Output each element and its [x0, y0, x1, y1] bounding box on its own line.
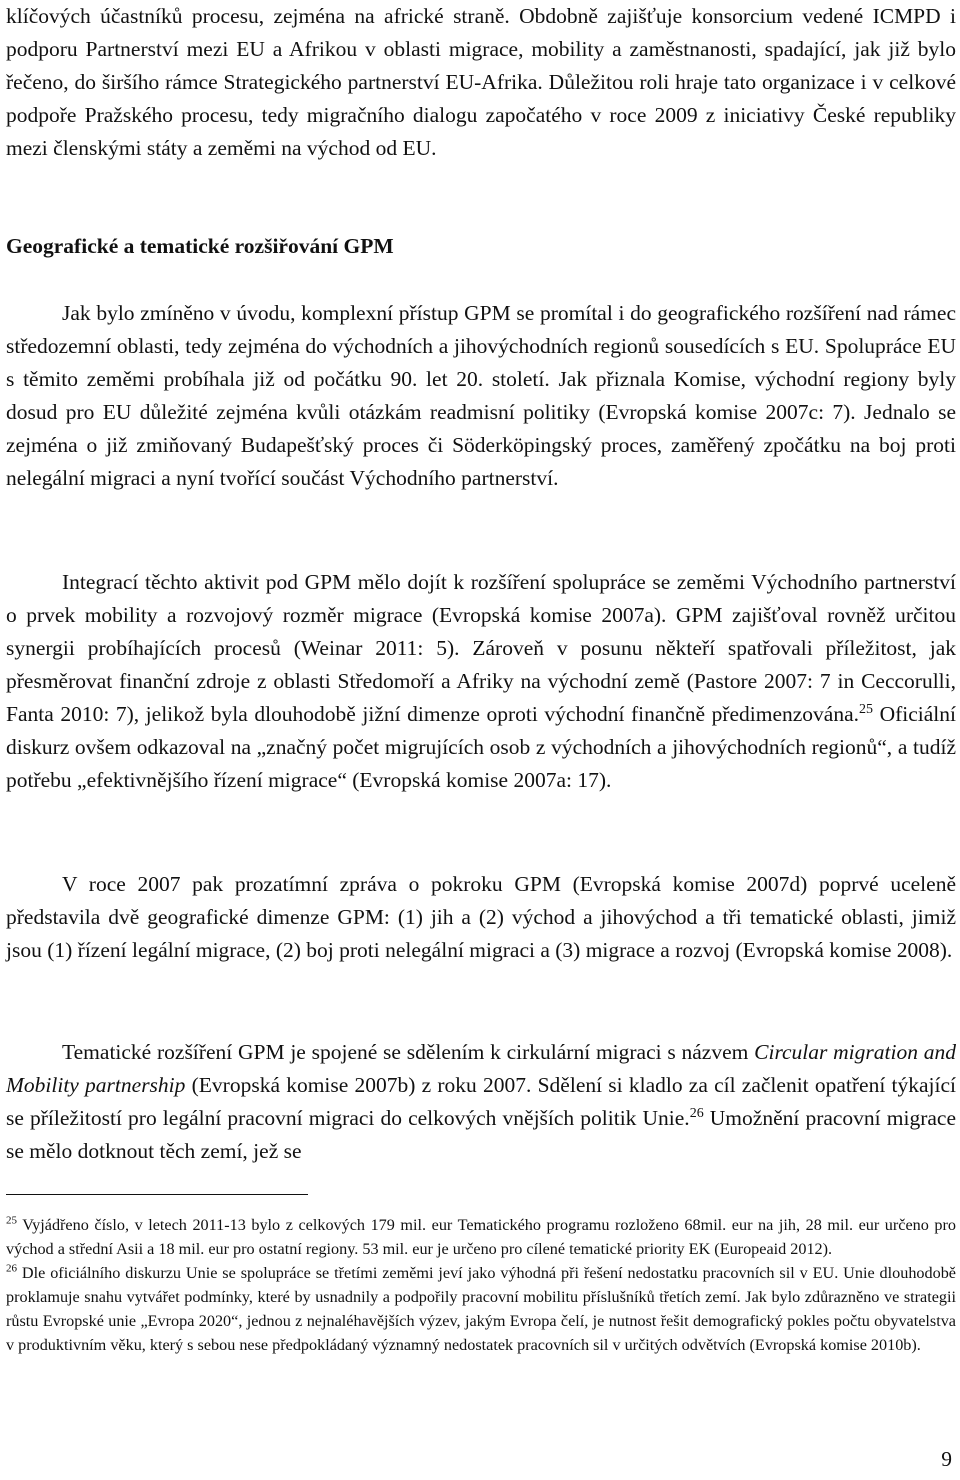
footnote-25 — [6, 1213, 956, 1261]
communication-title: Circular migration and Mobility partnership — [6, 1040, 956, 1097]
paragraph-thematic-text-c: Umožnění pracovní migrace se mělo dotknout těch zemí, jež se — [6, 1106, 956, 1163]
footnotes — [6, 1213, 956, 1357]
paragraph-thematic-expansion — [6, 1036, 956, 1168]
footnote-number: 26 — [6, 1262, 17, 1275]
footnote-text: Vyjádřeno číslo, v letech 2011-13 bylo z celkových 179 mil. eur Tematického programu rozloženo 68mil. eur na jih, 28 mil. eur určeno pro východ a střední Asii a 18 mil. eur pro ostatní regiony. 53 mil. eur je určeno pro cílené tematické priority EK (Europeaid 2012). — [6, 1216, 956, 1258]
paragraph-integration-text-a: Integrací těchto aktivit pod GPM mělo dojít k rozšíření spolupráce se zeměmi Východního partnerství o prvek mobility a rozvojový rozměr migrace (Evropská komise 2007a). GPM zajišťoval rovněž určitou synergii probíhajících procesů (Weinar 2011: 5). Zároveň v posunu někteří spatřovali příležitost, jak přesměrovat finanční zdroje z oblasti Středomoří a Afriky na východní země (Pastore 2007: 7 in Ceccorulli, Fanta 2010: 7), jelikož byla dlouhodobě jižní dimenze oproti východní finančně předimenzována. — [6, 570, 956, 726]
footnote-text: Dle oficiálního diskurzu Unie se spolupráce se třetími zeměmi jeví jako výhodná při řešení nedostatku pracovních sil v EU. Unie dlouhodobě proklamuje snahu vytvářet podmínky, které by usnadnily a podpořily pracovní mobilitu příslušníků třetích zemí. Jak bylo zdůrazněno ve strategii růstu Evropské unie „Evropa 2020“, jednou z nejnaléhavějších výzev, jakým Evropa čelí, je nutnost řešit demografický pokles počtu obyvatelstva v produktivním věku, který s sebou nese předpokládaný významný nedostatek pracovních sil v určitých odvětvích (Evropská komise 2010b). — [6, 1264, 956, 1354]
paragraph-thematic-text-b: (Evropská komise 2007b) z roku 2007. Sdělení si kladlo za cíl začlenit opatření týkající se příležitostí pro legální pracovní migraci do celkových vnějších politik Unie. — [6, 1073, 956, 1130]
footnote-ref-25[interactable]: 25 — [859, 701, 874, 717]
paragraph-thematic-text-a: Tematické rozšíření GPM je spojené se sdělením k cirkulární migraci s názvem — [62, 1040, 755, 1064]
footnote-number: 25 — [6, 1214, 17, 1227]
section-heading: Geografické a tematické rozšiřování GPM — [6, 234, 394, 258]
paragraph-geographic-expansion: Jak bylo zmíněno v úvodu, komplexní přístup GPM se promítal i do geografického rozšíření nad rámec středozemní oblasti, tedy zejména do východních a jihovýchodních regionů sousedících s EU. Spolupráce EU s těmito zeměmi probíhala již od počátku 90. let 20. století. Jak přiznala Komise, východní regiony byly dosud pro EU důležité zejména kvůli otázkám readmisní politiky (Evropská komise 2007c: 7). Jednalo se zejména o již zmiňovaný Budapešťský proces či Söderköpingský proces, zaměřený zpočátku na boj proti nelegální migraci a nyní tvořící součást Východního partnerství. — [6, 301, 956, 490]
footnote-26 — [6, 1261, 956, 1357]
paragraph-icmpd: klíčových účastníků procesu, zejména na africké straně. Obdobně zajišťuje konsorcium vedené ICMPD i podporu Partnerství mezi EU a Afrikou v oblasti migrace, mobility a zaměstnanosti, spadající, jak již bylo řečeno, do širšího rámce Strategického partnerství EU-Afrika. Důležitou roli hraje tato organizace i v celkové podpoře Pražského procesu, tedy migračního dialogu započatého v roce 2009 z iniciativy České republiky mezi členskými státy a zeměmi na východ od EU. — [6, 4, 956, 160]
paragraph-integration — [6, 566, 956, 797]
footnote-divider — [6, 1194, 308, 1195]
paragraph-interim-report: V roce 2007 pak prozatímní zpráva o pokroku GPM (Evropská komise 2007d) poprvé uceleně představila dvě geografické dimenze GPM: (1) jih a (2) východ a jihovýchod a tři tematické oblasti, jimiž jsou (1) řízení legální migrace, (2) boj proti nelegální migraci a (3) migrace a rozvoj (Evropská komise 2008). — [6, 872, 956, 962]
page-number: 9 — [941, 1447, 952, 1471]
footnote-ref-26[interactable]: 26 — [689, 1105, 704, 1121]
paragraph-integration-text-b: Oficiální diskurz ovšem odkazoval na „značný počet migrujících osob z východních a jihovýchodních regionů“, a tudíž potřebu „efektivnějšího řízení migrace“ (Evropská komise 2007a: 17). — [6, 702, 957, 792]
